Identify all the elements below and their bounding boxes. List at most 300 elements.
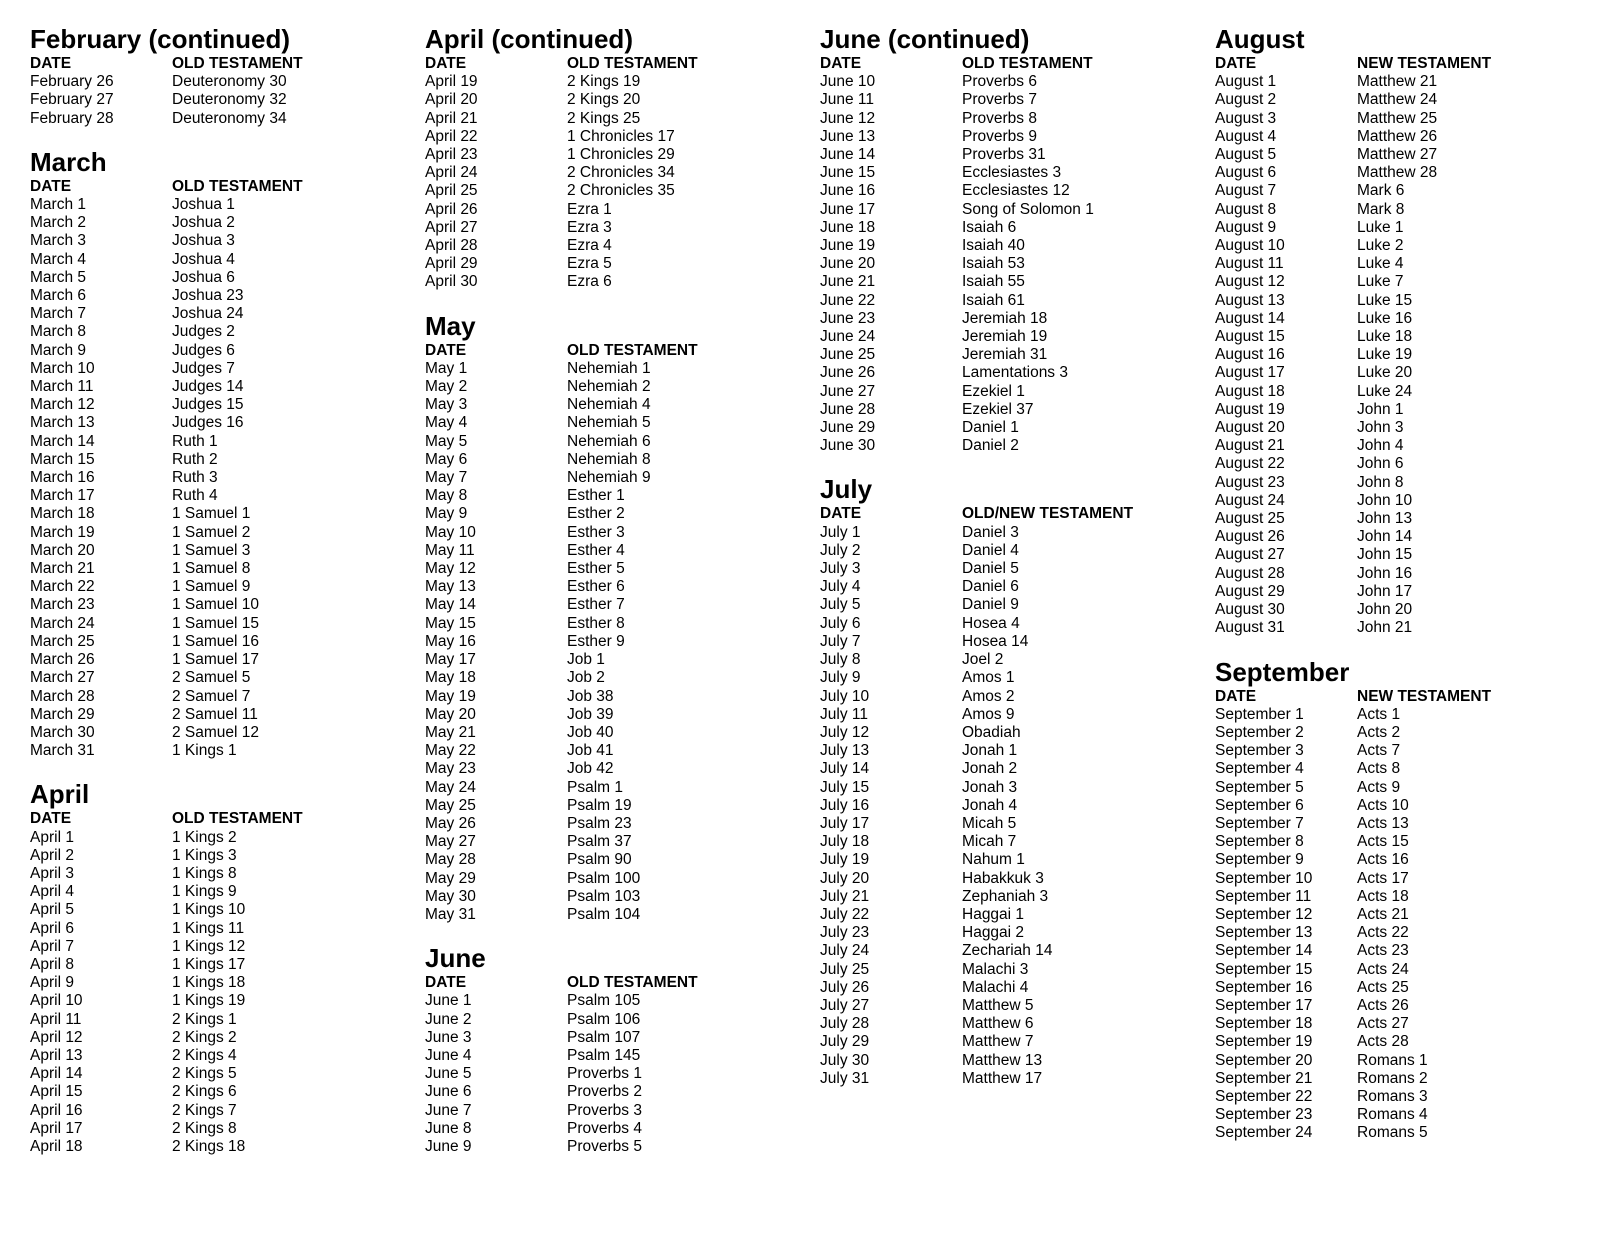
date-cell: June 28 [820, 400, 876, 418]
table-row [30, 901, 425, 919]
date-cell: July 21 [820, 887, 870, 905]
date-cell: May 9 [425, 505, 468, 523]
table-row [820, 997, 1215, 1015]
date-cell: August 11 [1215, 255, 1284, 273]
table-row [30, 487, 425, 505]
table-row [30, 269, 425, 287]
reading-cell: Nehemiah 5 [567, 414, 651, 432]
date-cell: June 7 [425, 1101, 472, 1119]
reading-cell: Psalm 23 [567, 814, 632, 832]
date-cell: May 24 [425, 778, 476, 796]
reading-cell: Psalm 19 [567, 796, 632, 814]
table-row [1215, 1015, 1600, 1033]
date-cell: April 27 [425, 218, 478, 236]
table-row [30, 596, 425, 614]
table-row [1215, 779, 1600, 797]
table-row [1215, 1033, 1600, 1051]
table-row [820, 273, 1215, 291]
date-cell: September 21 [1215, 1069, 1313, 1087]
table-row [30, 110, 425, 128]
reading-cell: 1 Samuel 15 [172, 614, 260, 632]
date-cell: September 14 [1215, 942, 1313, 960]
reading-cell: Luke 7 [1357, 273, 1404, 291]
reading-cell: Joshua 2 [172, 214, 235, 232]
date-cell: March 15 [30, 450, 95, 468]
date-cell: June 13 [820, 127, 876, 145]
date-cell: March 22 [30, 578, 95, 596]
table-row [820, 870, 1215, 888]
reading-cell: Nehemiah 6 [567, 432, 651, 450]
reading-cell: Romans 2 [1357, 1069, 1428, 1087]
date-cell: April 30 [425, 273, 478, 291]
column-3 [820, 24, 1215, 1156]
reading-cell: Acts 8 [1357, 760, 1401, 778]
table-row [30, 742, 425, 760]
date-cell: March 27 [30, 669, 95, 687]
reading-cell: Daniel 1 [962, 419, 1019, 437]
reading-cell: Matthew 6 [962, 1015, 1034, 1033]
date-cell: July 25 [820, 960, 870, 978]
date-cell: August 9 [1215, 218, 1277, 236]
date-cell: August 18 [1215, 382, 1285, 400]
testament-header: OLD TESTAMENT [962, 55, 1093, 72]
date-cell: September 20 [1215, 1051, 1313, 1069]
reading-cell: Acts 22 [1357, 924, 1409, 942]
date-cell: July 1 [820, 523, 861, 541]
date-cell: June 25 [820, 346, 876, 364]
table-row [30, 91, 425, 109]
reading-cell: Acts 23 [1357, 942, 1409, 960]
date-cell: September 18 [1215, 1015, 1313, 1033]
table-row [425, 888, 820, 906]
table-row [820, 201, 1215, 219]
reading-cell: John 10 [1357, 491, 1413, 509]
date-cell: June 2 [425, 1010, 472, 1028]
table-row [30, 578, 425, 596]
column-headers [30, 810, 425, 828]
table-row [820, 237, 1215, 255]
reading-cell: Nehemiah 4 [567, 396, 651, 414]
reading-cell: Hosea 4 [962, 614, 1020, 632]
reading-cell: Romans 1 [1357, 1051, 1428, 1069]
reading-cell: Ezekiel 37 [962, 400, 1034, 418]
date-cell: July 7 [820, 632, 861, 650]
reading-cell: John 20 [1357, 601, 1413, 619]
date-cell: July 10 [820, 687, 870, 705]
table-row [425, 128, 820, 146]
table-row [1215, 1052, 1600, 1070]
reading-cell: John 13 [1357, 510, 1413, 528]
date-cell: September 4 [1215, 760, 1304, 778]
reading-cell: Nehemiah 8 [567, 450, 651, 468]
date-cell: July 5 [820, 596, 861, 614]
date-cell: August 26 [1215, 528, 1285, 546]
reading-cell: John 14 [1357, 528, 1413, 546]
date-cell: July 6 [820, 614, 861, 632]
date-cell: March 3 [30, 232, 86, 250]
table-row [1215, 1088, 1600, 1106]
date-cell: September 1 [1215, 705, 1304, 723]
reading-cell: 1 Chronicles 29 [567, 146, 675, 164]
reading-cell: Matthew 21 [1357, 73, 1438, 91]
table-row [1215, 492, 1600, 510]
column-4 [1215, 24, 1600, 1156]
reading-cell: Haggai 1 [962, 905, 1025, 923]
reading-cell: Nehemiah 2 [567, 378, 651, 396]
table-row [820, 633, 1215, 651]
reading-cell: Jeremiah 31 [962, 346, 1048, 364]
date-cell: June 19 [820, 237, 876, 255]
reading-cell: 1 Kings 1 [172, 742, 237, 760]
date-header: DATE [425, 341, 467, 359]
table-row [30, 360, 425, 378]
reading-cell: Daniel 5 [962, 560, 1019, 578]
reading-cell: Ecclesiastes 3 [962, 164, 1062, 182]
table-row [1215, 110, 1600, 128]
date-cell: May 1 [425, 359, 468, 377]
table-row [820, 1033, 1215, 1051]
month-heading: August [1215, 24, 1305, 54]
reading-cell: Psalm 103 [567, 887, 641, 905]
table-row [30, 433, 425, 451]
date-cell: September 12 [1215, 905, 1313, 923]
date-cell: May 7 [425, 469, 468, 487]
reading-cell: Luke 19 [1357, 346, 1413, 364]
table-row [30, 1083, 425, 1101]
table-row [425, 633, 820, 651]
date-cell: April 10 [30, 992, 83, 1010]
table-row [820, 724, 1215, 742]
table-row [425, 451, 820, 469]
month-heading: June (continued) [820, 24, 1030, 54]
reading-cell: 2 Kings 8 [172, 1119, 237, 1137]
table-row [1215, 346, 1600, 364]
date-cell: May 6 [425, 450, 468, 468]
table-row [30, 214, 425, 232]
table-row [425, 396, 820, 414]
date-header: DATE [820, 55, 862, 72]
table-row [425, 906, 820, 924]
table-row [425, 833, 820, 851]
month-heading: April [30, 779, 90, 810]
table-row [820, 742, 1215, 760]
date-cell: July 19 [820, 851, 870, 869]
reading-cell: Psalm 1 [567, 778, 623, 796]
date-cell: March 23 [30, 596, 95, 614]
date-cell: September 11 [1215, 887, 1312, 905]
table-row [820, 255, 1215, 273]
reading-cell: Amos 1 [962, 669, 1015, 687]
date-cell: March 21 [30, 560, 95, 578]
reading-cell: Esther 9 [567, 632, 625, 650]
date-cell: April 15 [30, 1083, 83, 1101]
table-row [425, 237, 820, 255]
reading-cell: Job 2 [567, 669, 605, 687]
date-header: DATE [1215, 55, 1257, 72]
reading-cell: 1 Samuel 8 [172, 560, 251, 578]
column-headers [1215, 55, 1600, 73]
date-cell: July 12 [820, 723, 870, 741]
date-cell: June 4 [425, 1046, 472, 1064]
date-cell: July 3 [820, 560, 861, 578]
reading-cell: Psalm 106 [567, 1010, 641, 1028]
reading-cell: 2 Samuel 11 [172, 705, 258, 723]
reading-cell: Proverbs 4 [567, 1119, 642, 1137]
reading-cell: Esther 3 [567, 523, 625, 541]
table-row [425, 578, 820, 596]
date-cell: May 26 [425, 814, 476, 832]
date-cell: July 26 [820, 978, 870, 996]
date-cell: July 29 [820, 1033, 870, 1051]
reading-cell: John 4 [1357, 437, 1404, 455]
table-row [425, 669, 820, 687]
table-row [1215, 797, 1600, 815]
reading-cell: Proverbs 7 [962, 91, 1037, 109]
date-cell: June 9 [425, 1137, 472, 1155]
date-cell: July 16 [820, 796, 870, 814]
reading-cell: Acts 1 [1357, 705, 1401, 723]
reading-cell: 2 Samuel 12 [172, 723, 260, 741]
reading-cell: Ezra 3 [567, 218, 612, 236]
reading-cell: Matthew 13 [962, 1051, 1043, 1069]
date-cell: March 6 [30, 287, 86, 305]
date-cell: May 21 [425, 723, 476, 741]
reading-cell: Acts 18 [1357, 887, 1409, 905]
table-row [30, 615, 425, 633]
table-row [425, 219, 820, 237]
reading-cell: Proverbs 2 [567, 1083, 642, 1101]
table-row [425, 164, 820, 182]
table-row [425, 146, 820, 164]
table-row [1215, 455, 1600, 473]
column-headers [1215, 688, 1600, 706]
table-row [30, 865, 425, 883]
month-heading: June [425, 943, 486, 974]
reading-cell: Amos 2 [962, 687, 1015, 705]
table-row [425, 433, 820, 451]
date-cell: April 9 [30, 974, 74, 992]
table-row [30, 669, 425, 687]
reading-cell: 1 Kings 11 [172, 919, 245, 937]
table-row [820, 706, 1215, 724]
reading-cell: Job 42 [567, 760, 614, 778]
date-cell: July 27 [820, 996, 870, 1014]
date-cell: July 17 [820, 814, 870, 832]
date-cell: June 16 [820, 182, 876, 200]
date-cell: May 11 [425, 541, 475, 559]
date-cell: August 4 [1215, 127, 1277, 145]
date-cell: July 28 [820, 1015, 870, 1033]
reading-cell: Song of Solomon 1 [962, 200, 1094, 218]
column-headers [425, 55, 820, 73]
table-row [30, 1065, 425, 1083]
date-cell: May 19 [425, 687, 476, 705]
date-header: DATE [30, 810, 72, 828]
table-row [30, 305, 425, 323]
date-cell: May 18 [425, 669, 476, 687]
reading-cell: 1 Kings 18 [172, 974, 246, 992]
date-cell: July 31 [820, 1069, 870, 1087]
date-cell: July 14 [820, 760, 870, 778]
date-cell: February 27 [30, 91, 114, 109]
reading-cell: Romans 5 [1357, 1124, 1428, 1142]
reading-cell: Acts 7 [1357, 742, 1401, 760]
reading-cell: 2 Kings 2 [172, 1028, 237, 1046]
date-cell: August 14 [1215, 309, 1285, 327]
date-header: DATE [30, 55, 72, 72]
month-section [1215, 24, 1600, 638]
date-cell: June 24 [820, 328, 876, 346]
table-row [1215, 474, 1600, 492]
table-row [1215, 583, 1600, 601]
table-row [1215, 292, 1600, 310]
date-cell: June 10 [820, 73, 876, 91]
table-row [820, 437, 1215, 455]
date-cell: September 10 [1215, 869, 1313, 887]
table-row [30, 378, 425, 396]
table-row [1215, 1106, 1600, 1124]
table-row [30, 396, 425, 414]
testament-header: NEW TESTAMENT [1357, 55, 1492, 72]
date-cell: May 5 [425, 432, 468, 450]
table-row [425, 360, 820, 378]
date-header: DATE [1215, 687, 1257, 705]
date-cell: August 29 [1215, 582, 1285, 600]
date-cell: August 6 [1215, 164, 1277, 182]
date-cell: May 23 [425, 760, 476, 778]
testament-header: OLD TESTAMENT [172, 810, 303, 828]
date-cell: August 1 [1215, 73, 1277, 91]
table-row [1215, 924, 1600, 942]
reading-cell: Acts 27 [1357, 1015, 1409, 1033]
table-row [820, 346, 1215, 364]
reading-cell: 1 Kings 12 [172, 937, 246, 955]
table-row [425, 742, 820, 760]
reading-cell: Judges 14 [172, 378, 244, 396]
reading-cell: Jeremiah 18 [962, 309, 1048, 327]
date-cell: August 28 [1215, 564, 1285, 582]
reading-cell: Daniel 6 [962, 578, 1019, 596]
reading-cell: Psalm 105 [567, 992, 641, 1010]
reading-cell: 2 Kings 25 [567, 109, 641, 127]
date-cell: March 24 [30, 614, 95, 632]
table-row [820, 73, 1215, 91]
reading-cell: Job 41 [567, 742, 614, 760]
date-cell: August 25 [1215, 510, 1285, 528]
date-cell: June 14 [820, 146, 876, 164]
reading-cell: Esther 4 [567, 541, 625, 559]
table-row [1215, 128, 1600, 146]
table-row [425, 255, 820, 273]
date-cell: June 12 [820, 109, 876, 127]
table-row [820, 888, 1215, 906]
table-row [30, 542, 425, 560]
reading-cell: Acts 17 [1357, 869, 1409, 887]
table-row [820, 419, 1215, 437]
table-row [30, 688, 425, 706]
table-row [1215, 328, 1600, 346]
date-cell: September 9 [1215, 851, 1304, 869]
reading-cell: Ruth 1 [172, 432, 218, 450]
date-cell: March 9 [30, 341, 86, 359]
reading-cell: Acts 16 [1357, 851, 1409, 869]
date-cell: April 23 [425, 146, 478, 164]
date-cell: March 18 [30, 505, 95, 523]
reading-cell: John 3 [1357, 419, 1404, 437]
date-cell: August 2 [1215, 91, 1277, 109]
reading-cell: Joel 2 [962, 651, 1004, 669]
testament-header: OLD TESTAMENT [172, 55, 303, 72]
date-cell: July 13 [820, 742, 870, 760]
reading-cell: John 21 [1357, 619, 1413, 637]
reading-cell: Ruth 2 [172, 450, 218, 468]
reading-cell: Proverbs 8 [962, 109, 1037, 127]
date-cell: March 11 [30, 378, 94, 396]
table-row [820, 961, 1215, 979]
table-row [425, 1065, 820, 1083]
month-heading: July [820, 474, 873, 505]
column-headers [30, 178, 425, 196]
date-cell: August 15 [1215, 328, 1285, 346]
table-row [30, 1102, 425, 1120]
reading-cell: 2 Kings 18 [172, 1137, 246, 1155]
column-headers [820, 505, 1215, 523]
reading-cell: Psalm 37 [567, 833, 632, 851]
table-row [820, 1015, 1215, 1033]
date-cell: June 27 [820, 382, 876, 400]
reading-cell: 1 Samuel 17 [172, 651, 260, 669]
table-row [425, 1011, 820, 1029]
table-row [1215, 706, 1600, 724]
reading-cell: Luke 15 [1357, 291, 1413, 309]
testament-header: NEW TESTAMENT [1357, 687, 1492, 705]
reading-cell: Luke 18 [1357, 328, 1413, 346]
date-cell: April 8 [30, 955, 74, 973]
table-row [1215, 724, 1600, 742]
reading-cell: Jonah 1 [962, 742, 1018, 760]
date-cell: August 8 [1215, 200, 1277, 218]
reading-cell: 1 Samuel 3 [172, 541, 251, 559]
table-row [1215, 255, 1600, 273]
date-cell: August 24 [1215, 491, 1285, 509]
table-row [30, 1029, 425, 1047]
table-row [1215, 942, 1600, 960]
date-cell: March 10 [30, 359, 95, 377]
reading-cell: Micah 5 [962, 814, 1017, 832]
reading-cell: Judges 16 [172, 414, 244, 432]
table-row [425, 797, 820, 815]
table-row [30, 287, 425, 305]
month-heading: March [30, 146, 107, 177]
reading-cell: Acts 28 [1357, 1033, 1409, 1051]
date-cell: September 3 [1215, 742, 1304, 760]
table-row [820, 164, 1215, 182]
table-row [425, 1029, 820, 1047]
reading-cell: Job 39 [567, 705, 614, 723]
date-cell: March 1 [30, 196, 86, 214]
table-row [30, 469, 425, 487]
reading-cell: 2 Kings 7 [172, 1101, 237, 1119]
reading-cell: 1 Samuel 10 [172, 596, 260, 614]
date-cell: March 19 [30, 523, 95, 541]
date-cell: March 30 [30, 723, 95, 741]
reading-cell: Romans 3 [1357, 1087, 1428, 1105]
date-cell: August 22 [1215, 455, 1285, 473]
date-cell: March 20 [30, 541, 95, 559]
date-cell: July 23 [820, 924, 870, 942]
month-section [1215, 657, 1600, 1143]
date-cell: March 26 [30, 651, 95, 669]
